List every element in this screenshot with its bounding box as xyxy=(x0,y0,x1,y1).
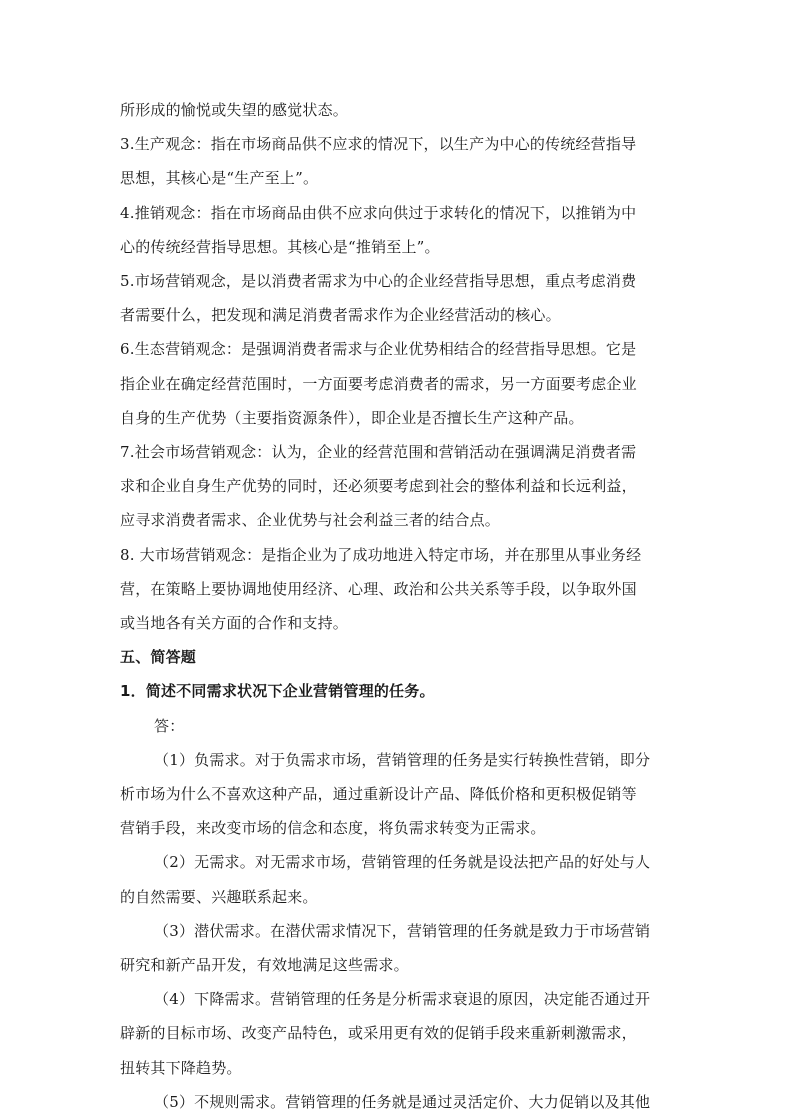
text-line: 应寻求消费者需求、企业优势与社会利益三者的结合点。 xyxy=(120,511,501,530)
text-line: 指企业在确定经营范围时，一方面要考虑消费者的需求，另一方面要考虑企业 xyxy=(120,374,637,393)
text-line: （4）下降需求。营销管理的任务是分析需求衰退的原因，决定能否通过开 xyxy=(154,990,651,1009)
text-line: （1）负需求。对于负需求市场，营销管理的任务是实行转换性营销，即分 xyxy=(154,750,651,769)
text-line: 5.市场营销观念，是以消费者需求为中心的企业经营指导思想，重点考虑消费 xyxy=(120,272,637,291)
answer-label: 答： xyxy=(154,716,185,735)
text-line: 心的传统经营指导思想。其核心是“推销至上”。 xyxy=(120,237,440,256)
text-line: 辟新的目标市场、改变产品特色，或采用更有效的促销手段来重新刺激需求， xyxy=(120,1024,637,1043)
text-line: 者需要什么，把发现和满足消费者需求作为企业经营活动的核心。 xyxy=(120,306,561,325)
question-heading: 1．简述不同需求状况下企业营销管理的任务。 xyxy=(120,682,435,701)
text-line: （2）无需求。对无需求市场，营销管理的任务就是设法把产品的好处与人 xyxy=(154,853,651,872)
section-heading: 五、简答题 xyxy=(120,648,197,667)
text-line: 3.生产观念：指在市场商品供不应求的情况下，以生产为中心的传统经营指导 xyxy=(120,135,637,154)
text-line: 或当地各有关方面的合作和支持。 xyxy=(120,614,349,633)
text-line: 求和企业自身生产优势的同时，还必须要考虑到社会的整体利益和长远利益， xyxy=(120,477,637,496)
text-line: 自身的生产优势（主要指资源条件），即企业是否擅长生产这种产品。 xyxy=(120,408,584,427)
text-line: 4.推销观念：指在市场商品由供不应求向供过于求转化的情况下，以推销为中 xyxy=(120,203,637,222)
text-line: （5）不规则需求。营销管理的任务就是通过灵活定价、大力促销以及其他 xyxy=(154,1092,651,1111)
text-line: 析市场为什么不喜欢这种产品，通过重新设计产品、降低价格和更积极促销等 xyxy=(120,785,637,804)
text-line: （3）潜伏需求。在潜伏需求情况下，营销管理的任务就是致力于市场营销 xyxy=(154,921,651,940)
text-line: 思想，其核心是“生产至上”。 xyxy=(120,169,319,188)
text-line: 6.生态营销观念：是强调消费者需求与企业优势相结合的经营指导思想。它是 xyxy=(120,340,637,359)
text-line: 所形成的愉悦或失望的感觉状态。 xyxy=(120,101,349,119)
text-line: 营，在策略上要协调地使用经济、心理、政治和公共关系等手段，以争取外国 xyxy=(120,579,637,598)
text-line: 8. 大市场营销观念：是指企业为了成功地进入特定市场，并在那里从事业务经 xyxy=(120,545,642,564)
document-body xyxy=(120,93,672,1119)
text-line: 扭转其下降趋势。 xyxy=(120,1058,242,1077)
text-line: 的自然需要、兴趣联系起来。 xyxy=(120,887,318,906)
text-line: 7.社会市场营销观念：认为，企业的经营范围和营销活动在强调满足消费者需 xyxy=(120,443,637,462)
text-line: 营销手段，来改变市场的信念和态度，将负需求转变为正需求。 xyxy=(120,819,546,838)
text-line: 研究和新产品开发，有效地满足这些需求。 xyxy=(120,956,409,975)
